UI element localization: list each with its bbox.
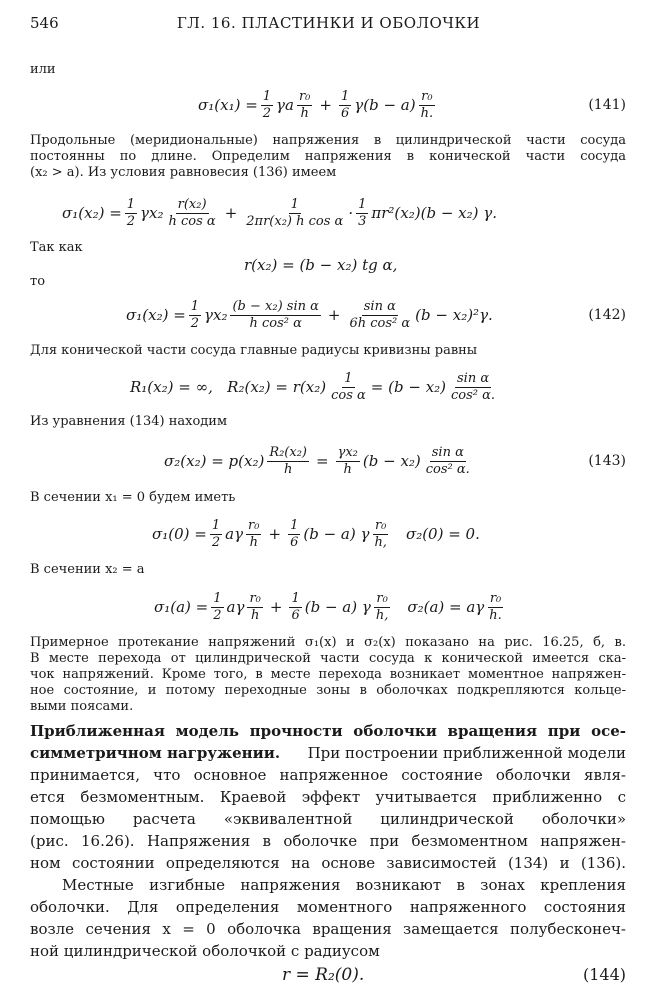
equation-143 <box>30 444 626 478</box>
equation-number: (143) <box>588 453 626 469</box>
paragraph-line: принимается, что основное напряженное состояние оболочки явля- <box>30 766 626 784</box>
text-ili: или <box>30 62 56 77</box>
paragraph-line: чок напряжений. Кроме того, в месте перехода возникает моментное напряжен- <box>30 667 626 682</box>
text-tak-kak: Так как <box>30 240 83 255</box>
equation-r-formula: r(x₂) = (b − x₂) tg α, <box>244 256 398 274</box>
text-to: то <box>30 274 46 289</box>
equation-number: (142) <box>588 307 626 323</box>
paragraph-line: ной цилиндрической оболочкой с радиусом <box>30 942 380 960</box>
paragraph-line: выми поясами. <box>30 699 134 714</box>
page-number: 546 <box>30 14 59 32</box>
equation-144 <box>30 958 626 992</box>
equation-144-formula: r = R₂(0). <box>282 965 365 985</box>
chapter-title: ГЛ. 16. ПЛАСТИНКИ И ОБОЛОЧКИ <box>176 14 481 32</box>
paragraph-text: При построении приближенной модели <box>307 744 626 762</box>
paragraph-line: ное состояние, и потому переходные зоны в оболочках подкрепляются кольце- <box>30 683 626 698</box>
equation-section-a-formula: σ₁(a) = $\frac{1}{2}$ aγ $\frac{\text{r₀}}{h}$ + $\frac{1}{6}$ (b − a) γ $\frac{\text{r₀}}{h,}$ σ₂(a) = aγ $\frac{\text{r₀}}{h.}$ <box>154 590 502 623</box>
paragraph-line: Продольные (меридиональные) напряжения в цилиндрической части сосуда <box>30 133 626 148</box>
equation-142 <box>30 298 626 332</box>
equation-143-formula: σ₂(x₂) = p(x₂) $\frac{\text{R₂(x₂)}}{h}$ = $\frac{\text{γx₂}}{h}$ (b − x₂) $\frac{\text{sin α}}{\text{cos² α.}}$ <box>164 444 470 477</box>
equation-number: (144) <box>582 965 626 984</box>
paragraph-line: ном состоянии определяются на основе зависимостей (134) и (136). <box>30 854 626 872</box>
paragraph-line: возле сечения x = 0 оболочка вращения замещается полубесконеч- <box>30 920 626 938</box>
equation-sigma1-x2 <box>30 196 626 230</box>
paragraph-line: В сечении x₂ = a <box>30 562 145 577</box>
paragraph-line: Местные изгибные напряжения возникают в зонах крепления <box>62 876 626 894</box>
paragraph-line: Для конической части сосуда главные радиусы кривизны равны <box>30 343 478 358</box>
equation-141 <box>30 88 626 122</box>
paragraph-line: оболочки. Для определения моментного напряженного состояния <box>30 898 626 916</box>
section-heading: Приближенная модель прочности оболочки вращения при осе- <box>30 722 626 740</box>
equation-number: (141) <box>588 97 626 113</box>
paragraph-line: помощью расчета «эквивалентной цилиндрической оболочки» <box>30 810 626 828</box>
paragraph-line: Из уравнения (134) находим <box>30 414 228 429</box>
paragraph-line: (рис. 16.26). Напряжения в оболочке при безмоментном напряжен- <box>30 832 626 850</box>
paragraph-line: В сечении x₁ = 0 будем иметь <box>30 490 236 505</box>
equation-section-0 <box>30 517 626 551</box>
paragraph-line: В месте перехода от цилиндрической части сосуда к конической имеется ска- <box>30 651 626 666</box>
paragraph-line: ется безмоментным. Краевой эффект учитывается приближенно с <box>30 788 626 806</box>
paragraph-line <box>30 744 626 763</box>
paragraph-line: (x₂ > a). Из условия равновесия (136) имеем <box>30 165 337 180</box>
paragraph-line: Примерное протекание напряжений σ₁(x) и σ₂(x) показано на рис. 16.25, б, в. <box>30 635 626 650</box>
equation-radii-formula: R₁(x₂) = ∞, R₂(x₂) = r(x₂) $\frac{1}{\text{cos α}}$ = (b − x₂) $\frac{\text{sin α}}{\text{cos² α.}}$ <box>130 370 496 403</box>
equation-142-formula: σ₁(x₂) = $\frac{1}{2}$ γx₂ $\frac{\text{(b − x₂) sin α}}{\text{h cos² α}}$ + $\frac{\text{sin α}}{\text{6h cos² α}}$ (b − x₂)²γ. <box>126 298 493 331</box>
equation-section-0-formula: σ₁(0) = $\frac{1}{2}$ aγ $\frac{\text{r₀}}{h}$ + $\frac{1}{6}$ (b − a) γ $\frac{\text{r₀}}{h,}$ σ₂(0) = 0. <box>152 517 480 550</box>
section-heading-cont: симметричном нагружении. <box>30 744 281 762</box>
equation-141-formula: σ₁(x₁) = $\frac{1}{2}$ γa $\frac{\text{r₀}}{h}$ + $\frac{1}{6}$ γ(b − a) $\frac{\text{r₀}}{h.}$ <box>198 88 434 121</box>
equation-sigma1-x2-formula: σ₁(x₂) = $\frac{1}{2}$ γx₂ $\frac{\text{r(x₂)}}{\text{h cos α}}$ + $\frac{1}{\text{2πr(x₂) h cos α}}$ · $\frac{1}{3}$ πr²(x₂)(b − x₂) γ. <box>62 196 497 229</box>
running-header <box>30 14 627 38</box>
equation-radii <box>30 370 626 404</box>
paragraph-line: постоянны по длине. Определим напряжения в конической части сосуда <box>30 149 626 164</box>
equation-section-a <box>30 590 626 624</box>
